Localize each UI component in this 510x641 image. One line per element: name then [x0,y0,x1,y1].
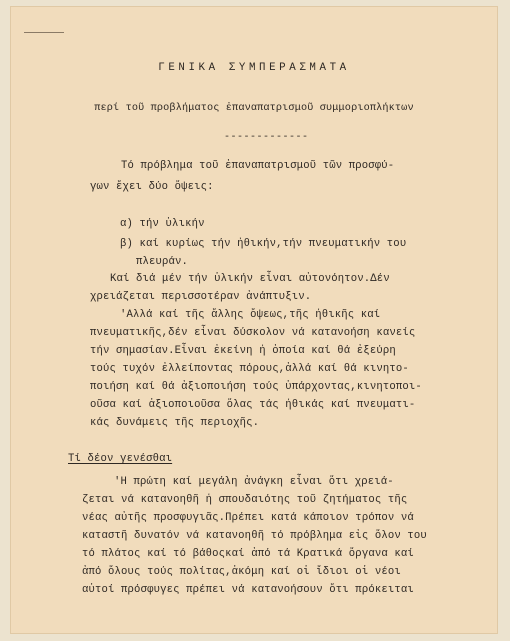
text-line: ποιήση καί θά ἀξιοποιήση τούς ὑπάρχοντας,κινητοποι- [90,381,422,393]
text-line: οῦσα καί ἀξιοποιοῦσα ὅλας τάς ἠθικάς καί πνευματι- [90,399,416,411]
page-title: ΓΕΝΙΚΑ ΣΥΜΠΕΡΑΣΜΑΤΑ [158,62,350,74]
text-line: γων ἔχει δύο ὄψεις: [90,181,214,193]
page-subtitle: περί τοῦ προβλήματος ἐπαναπατρισμοῦ συμμοριοπλήκτων [94,103,414,114]
text-line: νέας αὐτῆς προσφυγιᾶς.Πρέπει κατά κάποιον τρόπον νά [82,512,414,524]
text-line: χρειάζεται περισσοτέραν ἀνάπτυξιν. [90,291,312,303]
title-rule: ------------- [224,132,309,143]
section-heading: Τί δέον γενέσθαι [68,453,173,465]
text-line: Τό πρόβλημα τοῦ ἐπαναπατρισμοῦ τῶν προσφύ- [121,160,395,172]
text-line: τήν σημασίαν.Εἶναι ἐκείνη ἡ ὁποία καί θά ἐξεύρη [90,345,396,357]
text-line: α) τήν ὑλικήν [120,218,205,230]
typewritten-page [10,6,498,634]
text-line: πνευματικῆς,δέν εἶναι δύσκολον νά κατανοήση κανείς [90,327,416,339]
margin-mark [24,32,64,33]
text-line: 'Η πρώτη καί μεγάλη ἀνάγκη εἶναι ὅτι χρειά- [114,476,394,488]
text-line: αὐτοί πρόσφυγες πρέπει νά κατανοήσουν ὅτι πρόκειται [82,584,414,596]
text-line: κάς δυνάμεις τῆς περιοχῆς. [90,417,260,429]
text-line: ζεται νά κατανοηθῆ ἡ σπουδαιότης τοῦ ζητήματος τῆς [82,494,408,506]
text-line: ἀπό ὅλους τούς πολίτας,ἀκόμη καί οἱ ἴδιοι οἱ νέοι [82,566,401,578]
text-line: β) καί κυρίως τήν ἠθικήν,τήν πνευματικήν του [120,238,407,250]
text-line: 'Αλλά καί τῆς ἄλλης ὄψεως,τῆς ἠθικῆς καί [120,309,381,321]
text-line: Καί διά μέν τήν ὑλικήν εἶναι αὐτονόητον.Δέν [110,273,390,285]
text-line: τό πλάτος καί τό βάθοςκαί ἀπό τά Κρατικά ὄργανα καί [82,548,414,560]
text-line: πλευράν. [136,256,189,268]
text-line: καταστῆ δυνατόν νά κατανοηθῆ τό πρόβλημα εἰς ὅλον του [82,530,427,542]
text-line: τούς τυχόν ἐλλείποντας πόρους,ἀλλά καί θά κινητο- [90,363,409,375]
